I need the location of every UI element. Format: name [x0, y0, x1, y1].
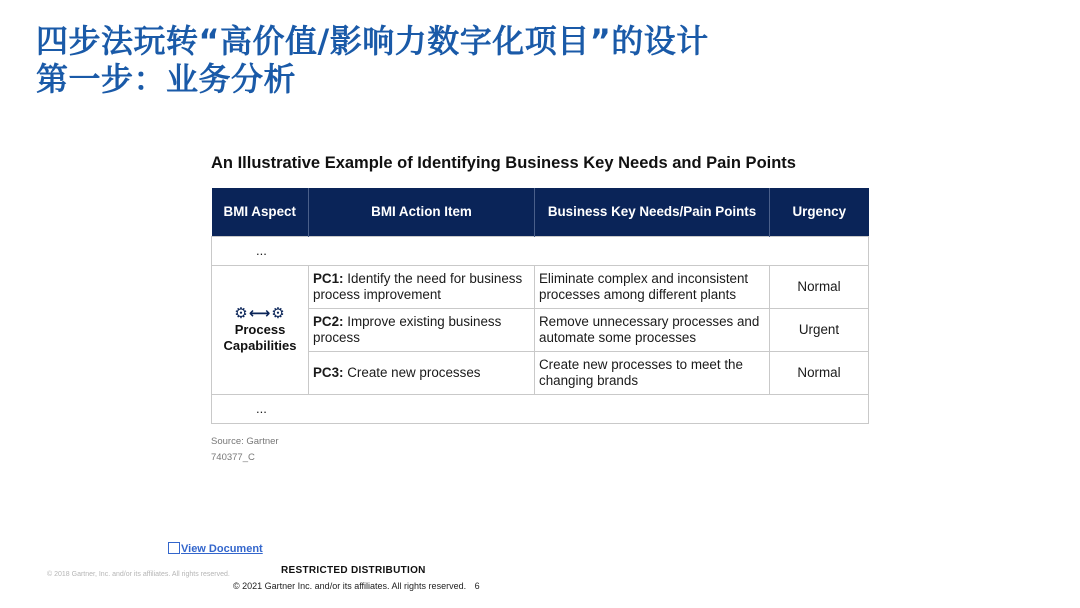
header-business-key-needs: Business Key Needs/Pain Points	[535, 188, 770, 237]
bmi-table	[211, 188, 869, 424]
slide-title	[36, 22, 709, 98]
action-text: Identify the need for business process improvement	[313, 271, 523, 302]
copyright-text: © 2021 Gartner Inc. and/or its affiliates. All rights reserved.	[233, 581, 467, 591]
aspect-cell	[212, 266, 309, 395]
action-cell	[309, 352, 535, 395]
page-number: 6	[474, 581, 480, 591]
aspect-label: Process Capabilities	[223, 322, 297, 353]
action-cell	[309, 266, 535, 309]
slide-title-line1: 四步法玩转“高价值/影响力数字化项目”的设计	[36, 22, 709, 60]
header-urgency: Urgency	[770, 188, 869, 237]
pain-point-cell: Create new processes to meet the changing brands	[535, 352, 770, 395]
table-row	[212, 309, 869, 352]
pain-point-cell: Remove unnecessary processes and automate some processes	[535, 309, 770, 352]
checkbox-icon	[168, 542, 180, 554]
ellipsis-bottom: ...	[212, 395, 869, 424]
copyright-line	[233, 581, 480, 591]
action-code: PC1:	[313, 271, 344, 286]
document-id: 740377_C	[211, 452, 255, 463]
source-label: Source: Gartner	[211, 436, 279, 447]
restricted-label: RESTRICTED DISTRIBUTION	[281, 565, 426, 576]
action-text: Create new processes	[343, 365, 481, 380]
slide-title-line2: 第一步：业务分析	[36, 60, 297, 98]
source-note	[211, 434, 279, 466]
faded-copyright: © 2018 Gartner, Inc. and/or its affiliates. All rights reserved.	[47, 571, 230, 578]
figure-title: An Illustrative Example of Identifying Business Key Needs and Pain Points	[211, 154, 796, 172]
header-bmi-action-item: BMI Action Item	[309, 188, 535, 237]
action-text: Improve existing business process	[313, 314, 502, 345]
table-row	[212, 352, 869, 395]
urgency-cell: Normal	[770, 352, 869, 395]
action-code: PC3:	[313, 365, 344, 380]
pain-point-cell: Eliminate complex and inconsistent processes among different plants	[535, 266, 770, 309]
view-document-link[interactable]	[168, 542, 263, 555]
header-bmi-aspect: BMI Aspect	[212, 188, 309, 237]
table-header-row	[212, 188, 869, 237]
table-row-ellipsis-bottom	[212, 395, 869, 424]
action-code: PC2:	[313, 314, 344, 329]
table-row-ellipsis-top	[212, 237, 869, 266]
process-gears-icon: ⚙⟷⚙	[234, 305, 286, 322]
urgency-cell: Urgent	[770, 309, 869, 352]
action-cell	[309, 309, 535, 352]
ellipsis-top: ...	[212, 237, 869, 266]
view-document-label: View Document	[181, 543, 263, 555]
urgency-cell: Normal	[770, 266, 869, 309]
table-row	[212, 266, 869, 309]
